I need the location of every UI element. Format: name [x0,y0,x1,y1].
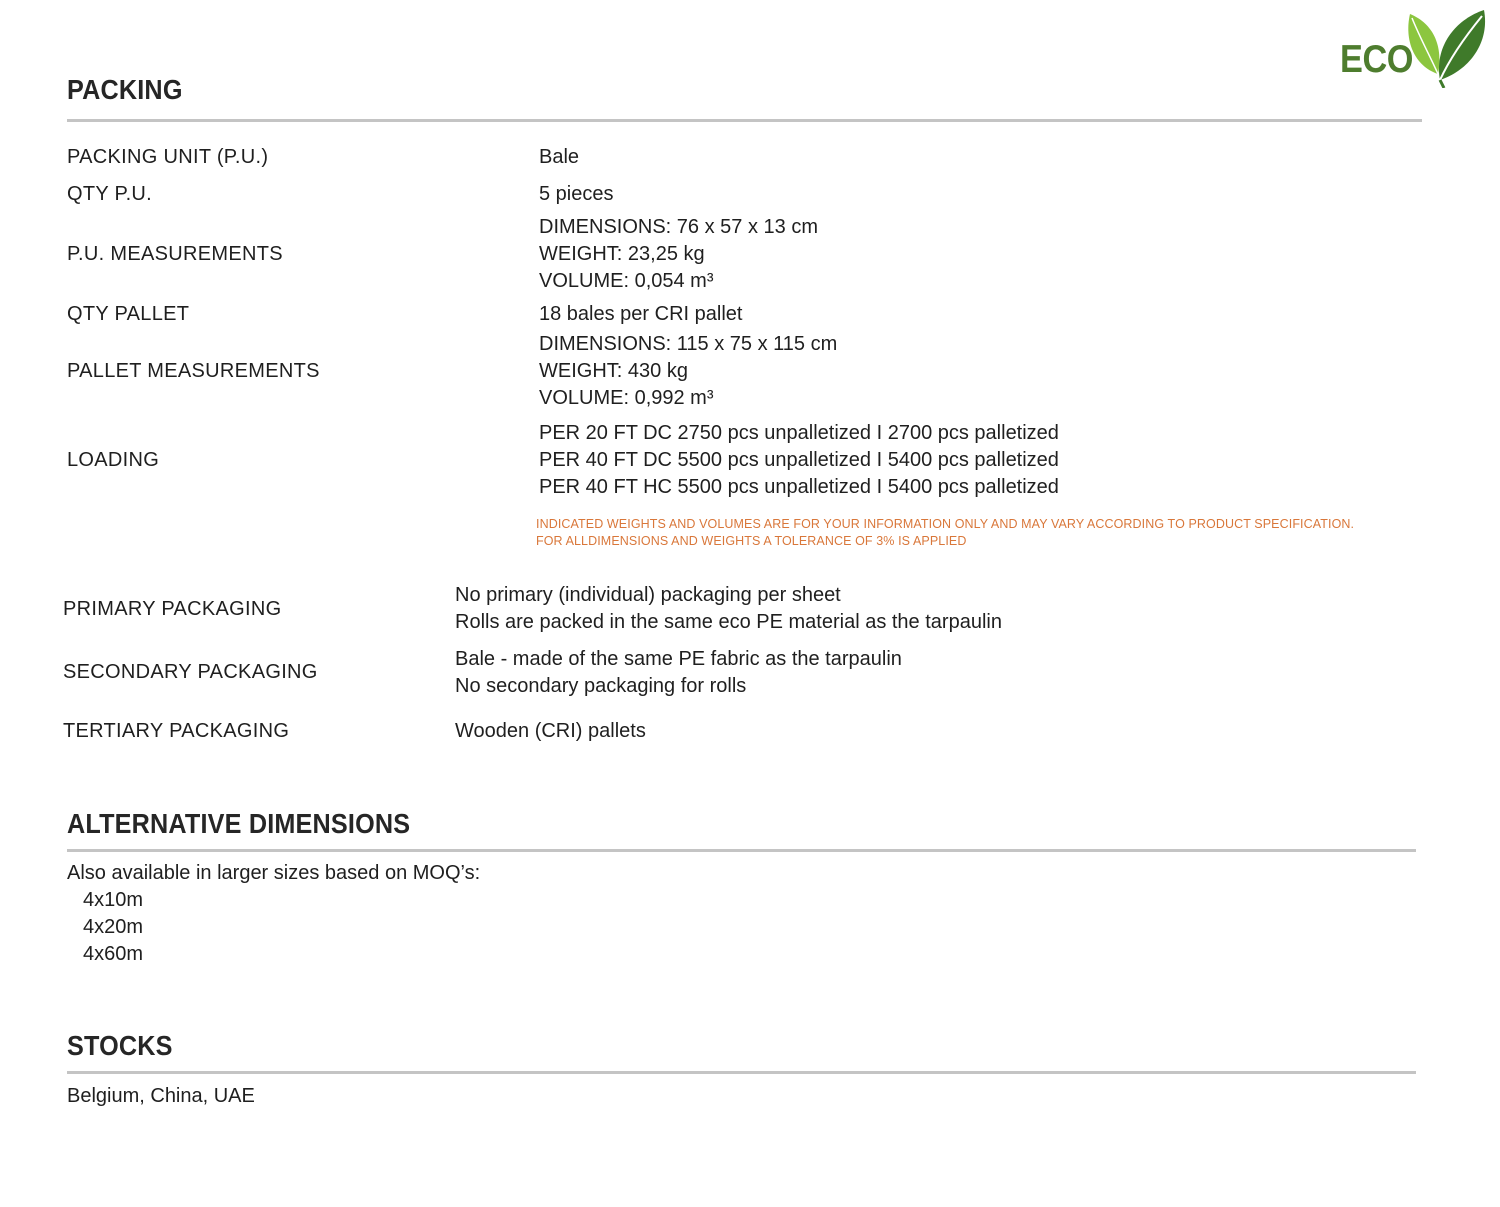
pu-volume-value: VOLUME: 0,054 m³ [539,270,714,292]
packing-heading: PACKING [67,74,183,105]
qty-pallet-value: 18 bales per CRI pallet [539,303,743,325]
qty-pallet-label: QTY PALLET [67,303,190,325]
tertiary-packaging-label: TERTIARY PACKAGING [63,720,290,742]
loading-40ft-dc-value: PER 40 FT DC 5500 pcs unpalletized I 5400 pcs palletized [539,449,1059,471]
pu-weight-value: WEIGHT: 23,25 kg [539,243,705,265]
primary-packaging-label: PRIMARY PACKAGING [63,598,282,620]
secondary-packaging-value: Bale - made of the same PE fabric as the tarpaulin [455,648,902,670]
loading-40ft-hc-value: PER 40 FT HC 5500 pcs unpalletized I 5400 pcs palletized [539,476,1059,498]
pallet-measurements-label: PALLET MEASUREMENTS [67,360,320,382]
loading-20ft-dc-value: PER 20 FT DC 2750 pcs unpalletized I 2700 pcs palletized [539,422,1059,444]
alternative-divider [67,849,1416,852]
pallet-weight-value: WEIGHT: 430 kg [539,360,688,382]
packing-unit-label: PACKING UNIT (P.U.) [67,146,269,168]
alternative-intro: Also available in larger sizes based on MOQ’s: [67,862,481,884]
stocks-locations: Belgium, China, UAE [67,1085,255,1107]
stocks-heading: STOCKS [67,1030,173,1061]
qty-pu-label: QTY P.U. [67,183,153,205]
size-item: 4x10m [83,889,144,911]
packing-divider [67,119,1422,122]
qty-pu-value: 5 pieces [539,183,614,205]
pallet-volume-value: VOLUME: 0,992 m³ [539,387,714,409]
tertiary-packaging-value: Wooden (CRI) pallets [455,720,646,742]
size-item: 4x60m [83,943,144,965]
primary-packaging-value: No primary (individual) packaging per sheet [455,584,841,606]
alternative-dimensions-heading: ALTERNATIVE DIMENSIONS [67,808,411,839]
pallet-dimensions-value: DIMENSIONS: 115 x 75 x 115 cm [539,333,838,355]
loading-label: LOADING [67,449,160,471]
leaf-icon [1404,8,1488,88]
logo-text: ECO [1340,38,1414,81]
secondary-packaging-label: SECONDARY PACKAGING [63,661,318,683]
secondary-packaging-value: No secondary packaging for rolls [455,675,747,697]
note-line: FOR ALLDIMENSIONS AND WEIGHTS A TOLERANCE OF 3% IS APPLIED [536,534,967,548]
stocks-divider [67,1071,1416,1074]
note-line: INDICATED WEIGHTS AND VOLUMES ARE FOR YOUR INFORMATION ONLY AND MAY VARY ACCORDING TO PRODUCT SPECIFICATION. [536,517,1355,531]
primary-packaging-value: Rolls are packed in the same eco PE material as the tarpaulin [455,611,1002,633]
packing-unit-value: Bale [539,146,580,168]
size-item: 4x20m [83,916,144,938]
pu-dimensions-value: DIMENSIONS: 76 x 57 x 13 cm [539,216,818,238]
pu-measurements-label: P.U. MEASUREMENTS [67,243,283,265]
